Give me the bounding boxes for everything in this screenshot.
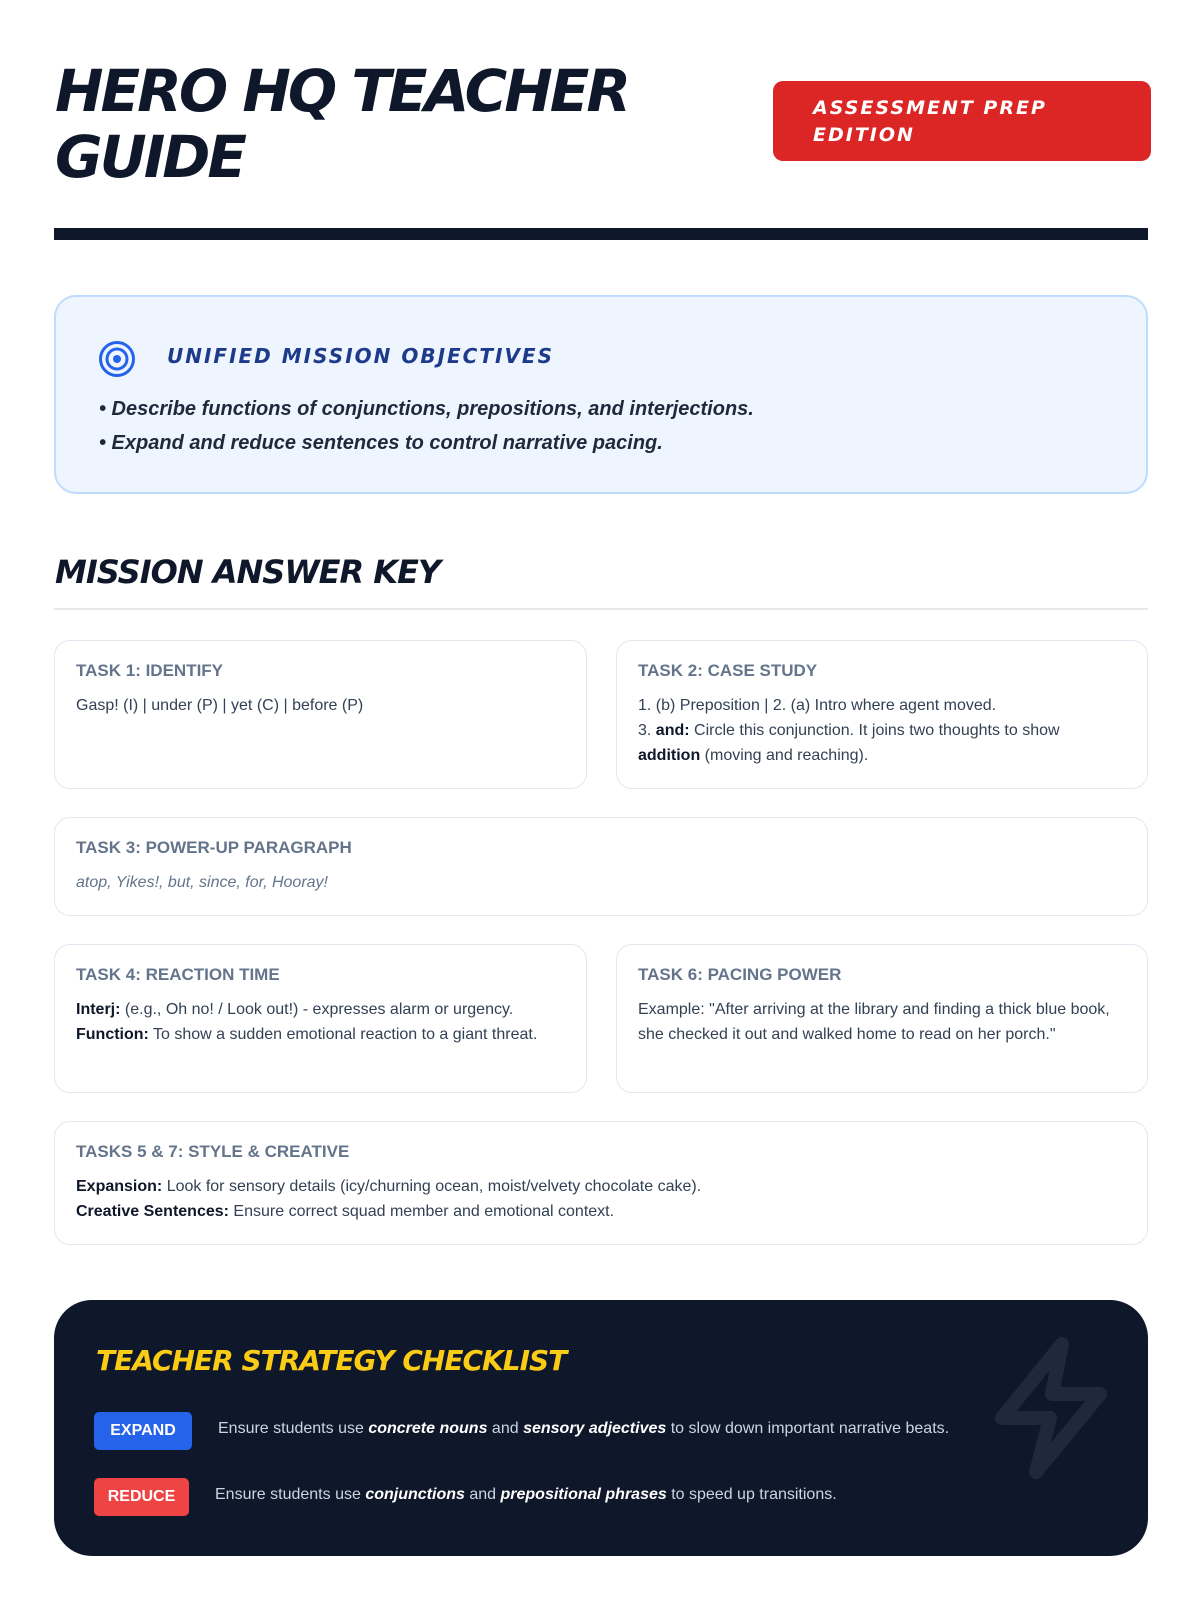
task57-line2-label: Creative Sentences: <box>76 1203 229 1220</box>
task2-line3-label: addition <box>638 747 701 764</box>
header-divider <box>54 228 1148 240</box>
task2-line1: 1. (b) Preposition | 2. (a) Intro where agent moved. <box>638 697 997 714</box>
task57-line2-text: Ensure correct squad member and emotional context. <box>233 1203 615 1220</box>
task4-card <box>54 944 587 1093</box>
task1-card <box>54 640 587 789</box>
task4-line2-label: Function: <box>76 1026 149 1043</box>
section-divider <box>54 608 1148 610</box>
task4-body <box>76 997 565 1047</box>
reduce-tag: REDUCE <box>94 1478 189 1516</box>
task57-title: TASKS 5 & 7: STYLE & CREATIVE <box>76 1142 350 1161</box>
task2-line2-prefix: 3. <box>638 722 652 739</box>
edition-badge: ASSESSMENT PREP EDITION <box>773 81 1151 161</box>
objectives-list <box>99 392 754 460</box>
checklist-title: TEACHER STRATEGY CHECKLIST <box>96 1344 567 1377</box>
reduce-text-part: Ensure students use <box>215 1486 361 1503</box>
objectives-panel <box>54 295 1148 494</box>
page-header <box>55 58 1148 208</box>
reduce-emphasis: conjunctions <box>365 1486 465 1503</box>
objective-item: • Describe functions of conjunctions, prepositions, and interjections. <box>99 398 754 420</box>
task3-card <box>54 817 1148 916</box>
expand-emphasis: sensory adjectives <box>523 1420 667 1437</box>
task2-title: TASK 2: CASE STUDY <box>638 661 818 680</box>
task2-line2-label: and: <box>655 722 690 739</box>
task2-line2-text: Circle this conjunction. It joins two thoughts to show <box>694 722 1060 739</box>
task6-body: Example: "After arriving at the library and finding a thick blue book, she checked it out and walked home to read on her porch." <box>638 1001 1110 1043</box>
lightning-bolt-icon <box>972 1330 1132 1490</box>
strategy-checklist <box>54 1300 1148 1556</box>
task6-card <box>616 944 1148 1093</box>
reduce-emphasis: prepositional phrases <box>500 1486 667 1503</box>
task57-line1-label: Expansion: <box>76 1178 163 1195</box>
expand-tag: EXPAND <box>94 1412 192 1450</box>
task4-line2-text: To show a sudden emotional reaction to a giant threat. <box>153 1026 538 1043</box>
target-icon <box>98 340 136 378</box>
objectives-heading: UNIFIED MISSION OBJECTIVES <box>167 344 554 368</box>
task3-title: TASK 3: POWER-UP PARAGRAPH <box>76 838 352 857</box>
reduce-text-part: to speed up transitions. <box>671 1486 837 1503</box>
expand-text-part: and <box>491 1420 519 1437</box>
task4-line1-label: Interj: <box>76 1001 121 1018</box>
task57-body <box>76 1174 1126 1224</box>
task57-line1-text: Look for sensory details (icy/churning ocean, moist/velvety chocolate cake). <box>166 1178 702 1195</box>
expand-text-part: to slow down important narrative beats. <box>670 1420 950 1437</box>
page-title: HERO HQ TEACHER GUIDE <box>55 57 629 191</box>
expand-emphasis: concrete nouns <box>368 1420 488 1437</box>
reduce-text <box>215 1486 837 1504</box>
task6-title: TASK 6: PACING POWER <box>638 965 842 984</box>
task1-body: Gasp! (I) | under (P) | yet (C) | before (P) <box>76 697 364 714</box>
task1-title: TASK 1: IDENTIFY <box>76 661 224 680</box>
task57-card <box>54 1121 1148 1245</box>
task2-line3-text: (moving and reaching). <box>704 747 869 764</box>
answer-key-title: MISSION ANSWER KEY <box>55 553 441 591</box>
expand-text <box>218 1420 949 1438</box>
expand-text-part: Ensure students use <box>218 1420 364 1437</box>
task2-body <box>638 693 1126 768</box>
task2-card <box>616 640 1148 789</box>
task4-title: TASK 4: REACTION TIME <box>76 965 280 984</box>
task4-line1-text: (e.g., Oh no! / Look out!) - expresses alarm or urgency. <box>124 1001 514 1018</box>
reduce-text-part: and <box>469 1486 497 1503</box>
task3-body: atop, Yikes!, but, since, for, Hooray! <box>76 874 328 891</box>
objective-item: • Expand and reduce sentences to control narrative pacing. <box>99 432 663 454</box>
